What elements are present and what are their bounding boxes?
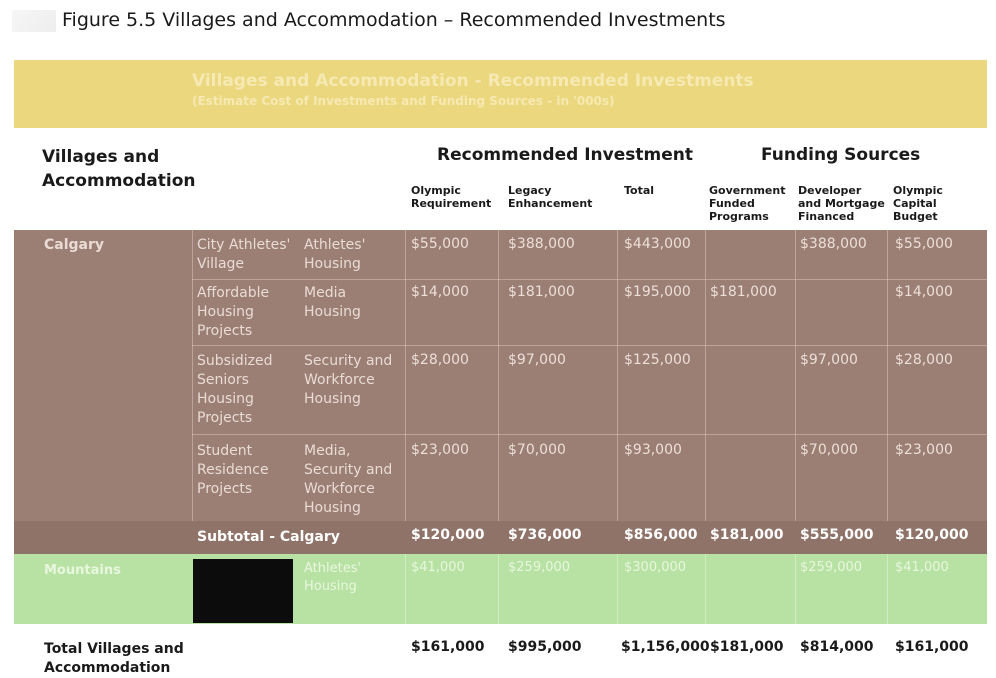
banner-subtitle: (Estimate Cost of Investments and Funding Sources - in '000s) — [192, 94, 615, 108]
subtotal-total: $856,000 — [624, 527, 698, 543]
value-legacy-enhancement: $97,000 — [508, 352, 566, 368]
row-header-line1: Villages and — [42, 147, 160, 167]
column-header-olympic-requirement: Olympic Requirement — [411, 184, 492, 210]
total-developer-financed: $814,000 — [800, 639, 874, 655]
grid-line — [405, 554, 406, 624]
value-total: $195,000 — [624, 284, 691, 300]
value-olympic-capital: $23,000 — [895, 442, 953, 458]
subtotal-legacy-enhancement: $736,000 — [508, 527, 582, 543]
column-header-developer-mortgage: Developer and Mortgage Financed — [798, 184, 885, 223]
banner-title: Villages and Accommodation - Recommended Investments — [192, 71, 754, 91]
total-label — [44, 640, 184, 678]
row-header-line2: Accommodation — [42, 171, 196, 191]
group-header-funding: Funding Sources — [761, 145, 921, 165]
column-header-olympic-capital: Olympic Capital Budget — [893, 184, 943, 223]
value-olympic-capital: $28,000 — [895, 352, 953, 368]
value-olympic-requirement: $41,000 — [411, 560, 465, 575]
redacted-block — [193, 559, 293, 623]
table-banner — [14, 60, 987, 128]
total-legacy-enhancement: $995,000 — [508, 639, 582, 655]
housing-use: Athletes' Housing — [304, 561, 362, 594]
project-name: Student Residence Projects — [197, 443, 269, 497]
total-government-funded: $181,000 — [710, 639, 784, 655]
grid-line — [405, 230, 406, 521]
value-developer-financed: $388,000 — [800, 236, 867, 252]
grid-line — [617, 554, 618, 624]
grid-line — [192, 345, 987, 346]
value-legacy-enhancement: $259,000 — [508, 560, 571, 575]
value-olympic-requirement: $55,000 — [411, 236, 469, 252]
grid-line — [617, 230, 618, 521]
subtotal-developer-financed: $555,000 — [800, 527, 874, 543]
column-header-total: Total — [624, 184, 655, 197]
group-header-investment: Recommended Investment — [437, 145, 693, 165]
project-name: City Athletes' Village — [197, 237, 291, 272]
project-name: Affordable Housing Projects — [197, 285, 270, 339]
scan-corner-mark — [12, 10, 56, 32]
grid-line — [192, 434, 987, 435]
housing-use: Media Housing — [304, 285, 361, 320]
value-total: $443,000 — [624, 236, 691, 252]
grid-line — [498, 554, 499, 624]
column-header-legacy-enhancement: Legacy Enhancement — [508, 184, 593, 210]
grid-line — [705, 554, 706, 624]
value-developer-financed: $97,000 — [800, 352, 858, 368]
housing-use: Security and Workforce Housing — [304, 353, 393, 407]
total-label-line2: Accommodation — [44, 660, 171, 676]
value-olympic-requirement: $28,000 — [411, 352, 469, 368]
value-legacy-enhancement: $181,000 — [508, 284, 575, 300]
subtotal-government-funded: $181,000 — [710, 527, 784, 543]
value-olympic-capital: $55,000 — [895, 236, 953, 252]
value-total: $93,000 — [624, 442, 682, 458]
value-olympic-requirement: $23,000 — [411, 442, 469, 458]
grid-line — [498, 230, 499, 521]
value-legacy-enhancement: $70,000 — [508, 442, 566, 458]
grid-line — [192, 230, 193, 521]
housing-use: Athletes' Housing — [304, 237, 366, 272]
grid-line — [887, 554, 888, 624]
total-total: $1,156,000 — [621, 639, 710, 655]
subtotal-label: Subtotal - Calgary — [197, 529, 340, 545]
value-developer-financed: $259,000 — [800, 560, 863, 575]
grid-line — [887, 230, 888, 521]
housing-use: Media, Security and Workforce Housing — [304, 443, 393, 516]
value-total: $125,000 — [624, 352, 691, 368]
figure-title: Figure 5.5 Villages and Accommodation – Recommended Investments — [62, 9, 726, 31]
value-olympic-requirement: $14,000 — [411, 284, 469, 300]
grid-line — [192, 279, 987, 280]
grid-line — [705, 230, 706, 521]
project-name: Subsidized Seniors Housing Projects — [197, 353, 273, 426]
value-total: $300,000 — [624, 560, 687, 575]
subtotal-olympic-capital: $120,000 — [895, 527, 969, 543]
value-olympic-capital: $14,000 — [895, 284, 953, 300]
value-developer-financed: $70,000 — [800, 442, 858, 458]
total-label-line1: Total Villages and — [44, 641, 184, 657]
value-legacy-enhancement: $388,000 — [508, 236, 575, 252]
value-government-funded: $181,000 — [710, 284, 777, 300]
grid-line — [795, 230, 796, 521]
grid-line — [795, 554, 796, 624]
total-olympic-requirement: $161,000 — [411, 639, 485, 655]
value-olympic-capital: $41,000 — [895, 560, 949, 575]
row-header-title — [42, 145, 195, 193]
calgary-section — [14, 230, 987, 521]
column-header-government-funded: Government Funded Programs — [709, 184, 786, 223]
total-olympic-capital: $161,000 — [895, 639, 969, 655]
subtotal-olympic-requirement: $120,000 — [411, 527, 485, 543]
region-label-calgary: Calgary — [44, 237, 105, 253]
region-label-mountains: Mountains — [44, 563, 121, 578]
